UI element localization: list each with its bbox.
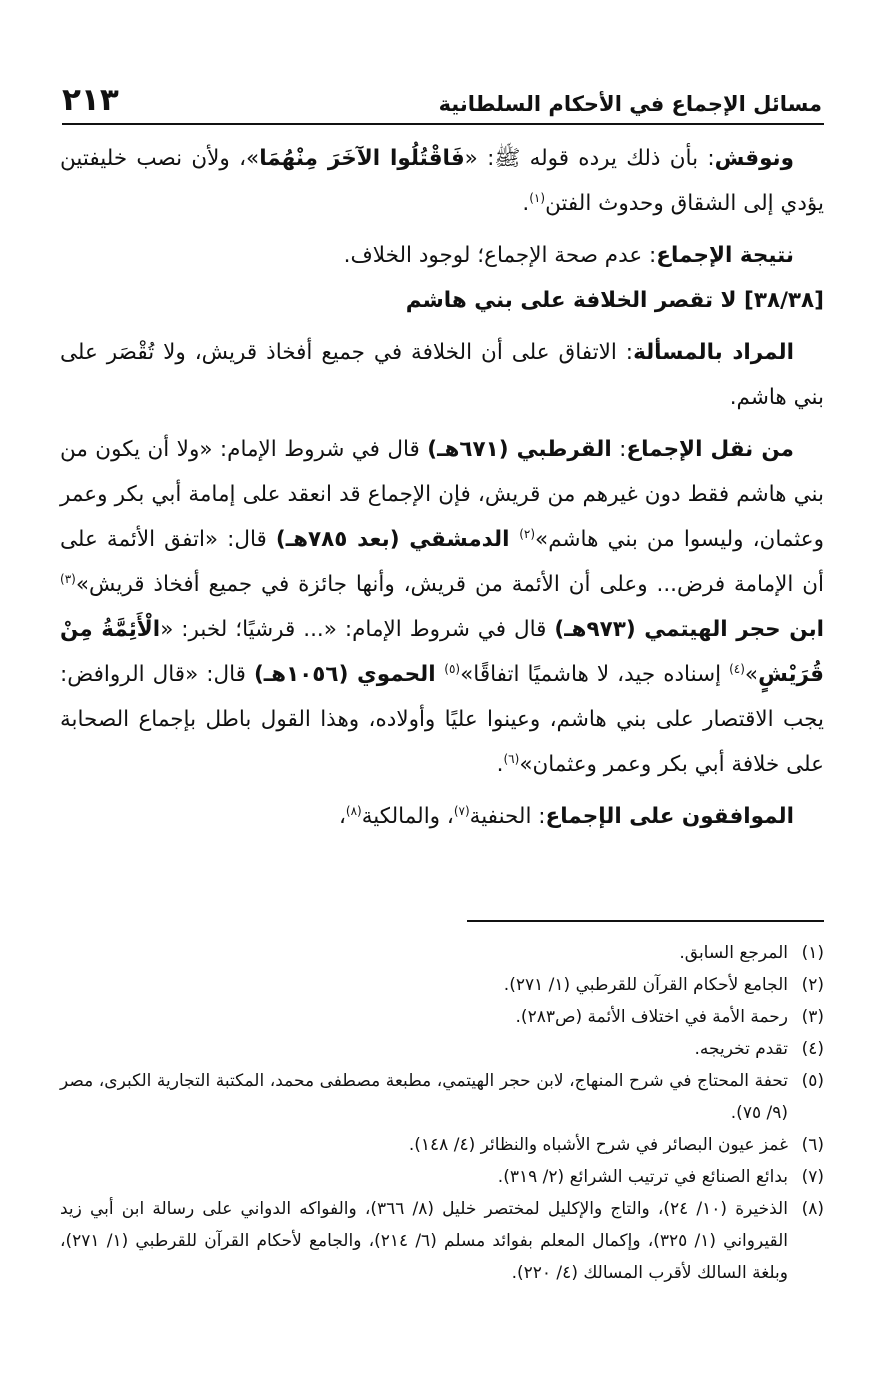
page-header xyxy=(62,72,822,116)
footnote-item xyxy=(60,969,824,1001)
footnote-item xyxy=(60,1129,824,1161)
result-label: نتيجة الإجماع xyxy=(656,243,794,268)
footnote-number: (٥) xyxy=(801,1071,824,1091)
scholar-qurtubi: القرطبي (٦٧١هـ) xyxy=(427,437,612,462)
agreeing-text-3: ، xyxy=(338,804,346,829)
agreeing-text-2: ، والمالكية xyxy=(361,804,454,829)
transmitters-text-8: . xyxy=(496,752,504,777)
objection-text-3: . xyxy=(522,191,530,216)
footnote-item xyxy=(60,1065,824,1129)
transmitters-text-5: » xyxy=(744,662,759,687)
scholar-haytami: ابن حجر الهيتمي (٩٧٣هـ) xyxy=(554,617,825,642)
header-rule xyxy=(62,123,824,125)
footnote-ref-1: (١) xyxy=(529,190,546,205)
paragraph-objection xyxy=(60,136,824,226)
objection-label: ونوقش xyxy=(714,146,794,171)
page-number: ٢١٣ xyxy=(62,82,119,118)
meaning-text: : الاتفاق على أن الخلافة في جميع أفخاذ قريش، ولا تُقْصَر على بني هاشم. xyxy=(60,340,824,410)
footnotes xyxy=(60,937,824,1289)
transmitters-text-3: قال: «اتفق الأئمة على أن الإمامة فرض... وعلى أن الأئمة من قريش، وأنها جائزة في جميع أفخاذ قريش» xyxy=(60,527,824,597)
footnote-item xyxy=(60,937,824,969)
transmitters-text-4: قال في شروط الإمام: «... قرشيًا؛ لخبر: « xyxy=(160,617,555,642)
footnote-item xyxy=(60,1193,824,1289)
paragraph-result xyxy=(60,233,824,278)
footnote-ref-4: (٤) xyxy=(729,661,745,676)
main-text xyxy=(60,136,824,839)
meaning-label: المراد بالمسألة xyxy=(633,340,794,365)
footnote-item xyxy=(60,1033,824,1065)
agreeing-text-1: : الحنفية xyxy=(469,804,546,829)
paragraph-transmitters xyxy=(60,427,824,787)
footnote-text: بدائع الصنائع في ترتيب الشرائع (٢/ ٣١٩). xyxy=(497,1167,788,1187)
quran-quote: فَاقْتُلُوا الآخَرَ مِنْهُمَا xyxy=(259,146,465,171)
transmitters-text-1: : xyxy=(611,437,627,462)
running-title: مسائل الإجماع في الأحكام السلطانية xyxy=(438,92,822,116)
footnote-number: (٦) xyxy=(801,1135,824,1155)
section-heading: [٣٨/٣٨] لا تقصر الخلافة على بني هاشم xyxy=(405,288,824,313)
footnote-item xyxy=(60,1001,824,1033)
footnote-separator xyxy=(467,920,824,922)
footnote-text: رحمة الأمة في اختلاف الأئمة (ص٢٨٣). xyxy=(515,1007,788,1027)
footnote-ref-3: (٣) xyxy=(60,571,76,586)
scholar-hamawi: الحموي (١٠٥٦هـ) xyxy=(253,662,445,687)
transmitters-text-7: قال: «قال الروافض: يجب الاقتصار على بني هاشم، وعينوا عليًا وأولاده، وهذا القول باطل بإجماع الصحابة على خلافة أبي بكر وعمر وعثمان» xyxy=(60,662,824,777)
footnote-ref-7: (٧) xyxy=(453,803,470,818)
hadith-quote: الْأَئِمَّةُ مِنْ قُرَيْشٍ xyxy=(60,617,824,687)
objection-text-1: : بأن ذلك يرده قوله ﷺ: « xyxy=(464,146,715,171)
footnote-ref-2: (٢) xyxy=(519,526,536,541)
result-text: : عدم صحة الإجماع؛ لوجود الخلاف. xyxy=(343,243,657,268)
paragraph-agreeing xyxy=(60,794,824,839)
objection-text-2: »، ولأن نصب خليفتين يؤدي إلى الشقاق وحدوث الفتن xyxy=(60,146,824,216)
footnote-ref-6: (٦) xyxy=(503,751,520,766)
transmitters-label: من نقل الإجماع xyxy=(626,437,794,462)
footnote-number: (٤) xyxy=(801,1039,824,1059)
footnote-number: (٢) xyxy=(801,975,824,995)
footnote-ref-8: (٨) xyxy=(345,803,362,818)
footnote-ref-5: (٥) xyxy=(444,661,461,676)
footnote-text: الجامع لأحكام القرآن للقرطبي (١/ ٢٧١). xyxy=(503,975,788,995)
footnote-number: (١) xyxy=(801,943,824,963)
footnote-number: (٣) xyxy=(801,1007,824,1027)
footnote-item xyxy=(60,1161,824,1193)
agreeing-label: الموافقون على الإجماع xyxy=(545,804,794,829)
footnote-text: تقدم تخريجه. xyxy=(694,1039,788,1059)
footnote-number: (٨) xyxy=(801,1199,824,1219)
footnote-text: الذخيرة (١٠/ ٢٤)، والتاج والإكليل لمختصر خليل (٨/ ٣٦٦)، والفواكه الدواني على رسالة ابن أبي زيد القيرواني (١/ ٣٢٥)، وإكمال المعلم بفوائد مسلم (٦/ ٢١٤)، والجامع لأحكام القرآن للقرطبي (١/ ٢٧١)، وبلغة السالك لأقرب المسالك (٤/ ٢٢٠). xyxy=(60,1199,788,1283)
paragraph-meaning xyxy=(60,330,824,420)
scholar-dimashqi: الدمشقي (بعد ٧٨٥هـ) xyxy=(275,527,520,552)
footnote-number: (٧) xyxy=(801,1167,824,1187)
footnote-text: غمز عيون البصائر في شرح الأشباه والنظائر (٤/ ١٤٨). xyxy=(408,1135,788,1155)
transmitters-text-6: إسناده جيد، لا هاشميًا اتفاقًا» xyxy=(460,662,730,687)
footnote-text: تحفة المحتاج في شرح المنهاج، لابن حجر الهيتمي، مطبعة مصطفى محمد، المكتبة التجارية الكبرى، مصر (٩/ ٧٥). xyxy=(60,1071,788,1123)
transmitters-text-2: قال في شروط الإمام: «ولا أن يكون من بني هاشم فقط دون غيرهم من قريش، فإن الإجماع قد انعقد على إمامة أبي بكر وعمر وعثمان، وليسوا من بني هاشم» xyxy=(60,437,825,552)
footnote-text: المرجع السابق. xyxy=(679,943,788,963)
